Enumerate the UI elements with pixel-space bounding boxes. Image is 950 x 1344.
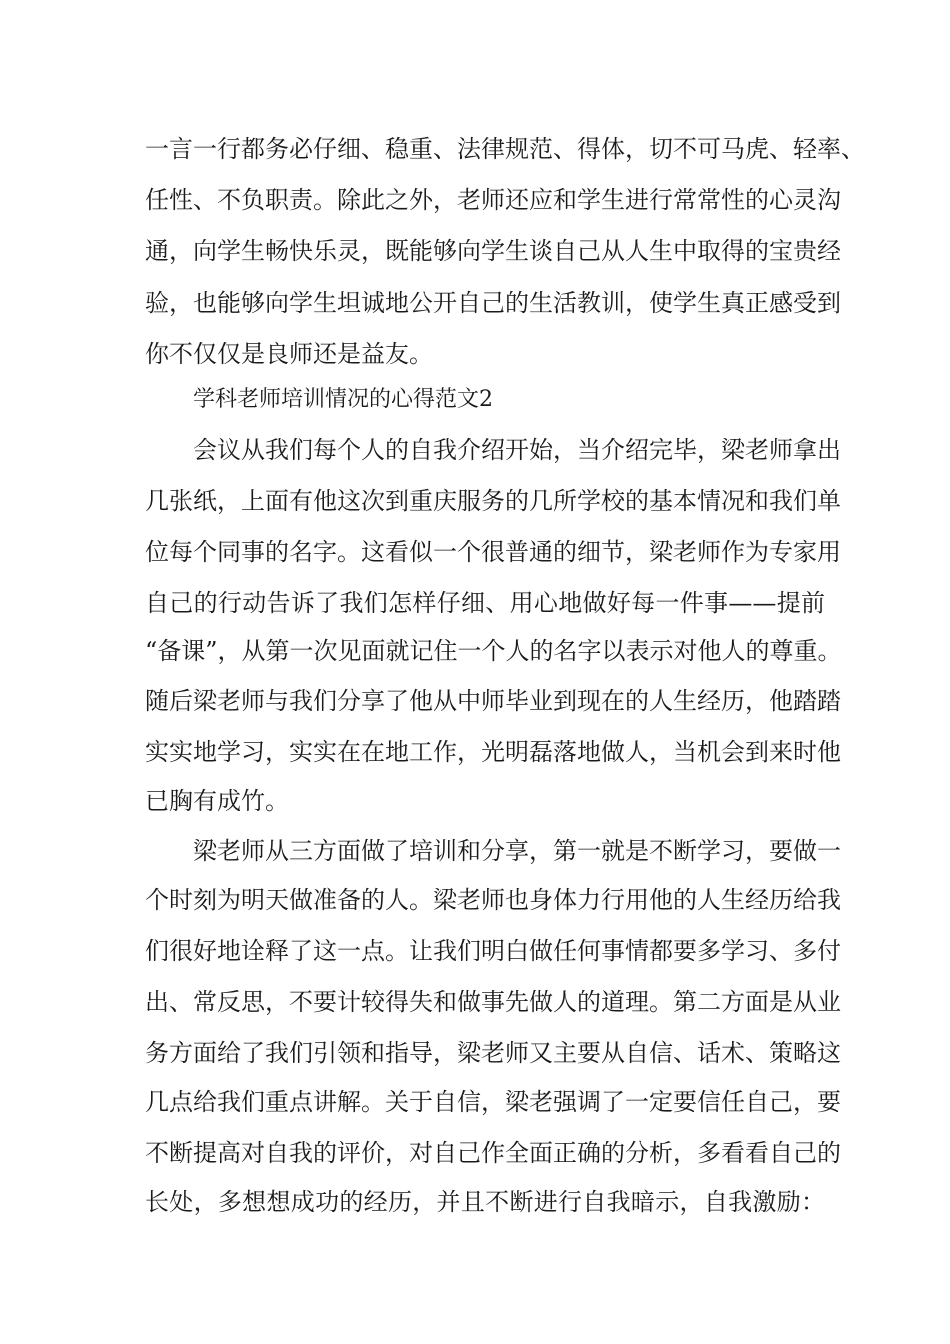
text-line: 任性、不负职责。除此之外，老师还应和学生进行常常性的心灵沟 <box>145 186 841 214</box>
text-line: 不断提高对自我的评价，对自己作全面正确的分析，多看看自己的 <box>145 1139 841 1167</box>
text-line: 实实地学习，实实在在地工作，光明磊落地做人，当机会到来时他 <box>145 738 841 766</box>
text-line: 会议从我们每个人的自我介绍开始，当介绍完毕，梁老师拿出 <box>193 436 841 464</box>
text-line: 验，也能够向学生坦诚地公开自己的生活教训，使学生真正感受到 <box>145 289 841 317</box>
text-line: 位每个同事的名字。这看似一个很普通的细节，梁老师作为专家用 <box>145 538 841 566</box>
text-line: “备课”，从第一次见面就记住一个人的名字以表示对他人的尊重。 <box>145 637 842 665</box>
text-line: 自己的行动告诉了我们怎样仔细、用心地做好每一件事——提前 <box>145 589 825 617</box>
text-line: 你不仅仅是良师还是益友。 <box>145 340 433 368</box>
text-line: 梁老师从三方面做了培训和分享，第一就是不断学习，要做一 <box>193 837 841 865</box>
section-title: 学科老师培训情况的心得范文2 <box>193 387 493 412</box>
text-line: 几张纸，上面有他这次到重庆服务的几所学校的基本情况和我们单 <box>145 487 841 515</box>
text-line: 几点给我们重点讲解。关于自信，梁老强调了一定要信任自己，要 <box>145 1088 841 1116</box>
text-line: 出、常反思，不要计较得失和做事先做人的道理。第二方面是从业 <box>145 988 841 1016</box>
text-line: 一言一行都务必仔细、稳重、法律规范、得体，切不可马虎、轻率、 <box>145 135 865 163</box>
text-line: 务方面给了我们引领和指导，梁老师又主要从自信、话术、策略这 <box>145 1039 841 1067</box>
text-line: 通，向学生畅快乐灵，既能够向学生谈自己从人生中取得的宝贵经 <box>145 237 841 265</box>
text-line: 长处，多想想成功的经历，并且不断进行自我暗示，自我激励： <box>145 1188 825 1216</box>
text-line: 已胸有成竹。 <box>145 787 289 815</box>
text-line: 个时刻为明天做准备的人。梁老师也身体力行用他的人生经历给我 <box>145 886 841 914</box>
text-line: 们很好地诠释了这一点。让我们明白做任何事情都要多学习、多付 <box>145 937 841 965</box>
text-line: 随后梁老师与我们分享了他从中师毕业到现在的人生经历，他踏踏 <box>145 687 841 715</box>
